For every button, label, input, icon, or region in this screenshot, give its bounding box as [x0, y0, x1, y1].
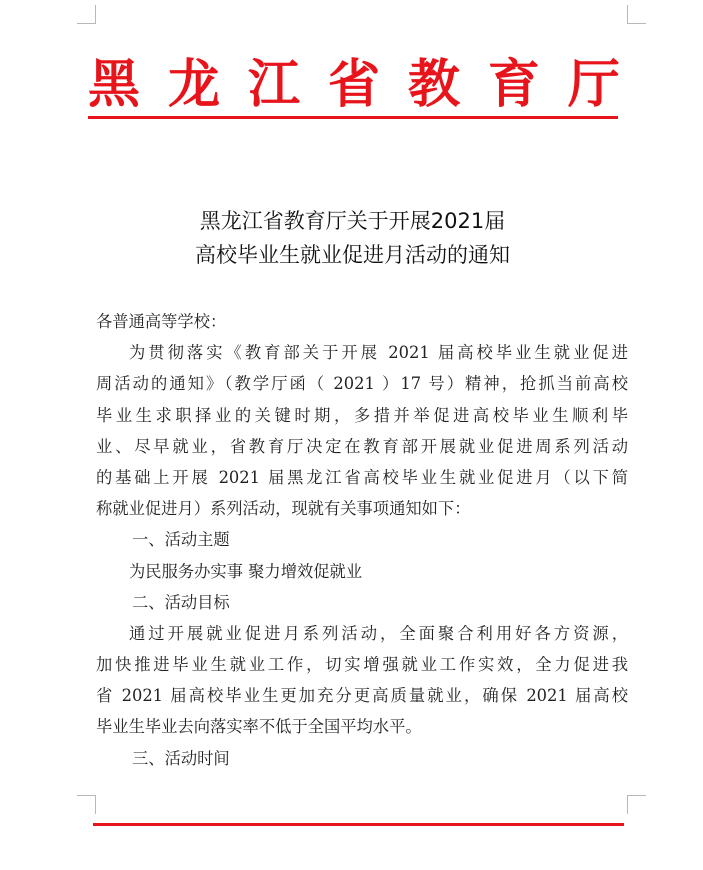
document-title-line-1: 黑龙江省教育厅关于开展2021届: [199, 209, 506, 233]
footer-red-rule: [93, 823, 624, 826]
intro-line: 为贯彻落实《教育部关于开展 2021 届高校毕业生就业促进: [129, 343, 628, 363]
section-heading-theme: 一、活动主题: [132, 530, 230, 550]
page-corner-mark-top-left: [77, 5, 96, 24]
masthead: [88, 54, 620, 116]
masthead-char: 黑: [88, 55, 141, 115]
masthead-char: 教: [407, 55, 460, 115]
masthead-char: 育: [487, 55, 540, 115]
intro-line: 称就业促进月）系列活动，现就有关事项通知如下：: [96, 499, 471, 519]
masthead-char: 江: [247, 55, 300, 115]
masthead-red-rule: [88, 116, 618, 119]
section-text-theme: 为民服务办实事 聚力增效促就业: [129, 561, 363, 581]
section-heading-time: 三、活动时间: [132, 748, 230, 768]
goal-line: 加快推进毕业生就业工作，切实增强就业工作实效，全力促进我: [96, 655, 628, 675]
goal-line: 毕业生毕业去向落实率不低于全国平均水平。: [96, 717, 422, 737]
masthead-char: 龙: [167, 55, 220, 115]
intro-line: 业、尽早就业，省教育厅决定在教育部开展就业促进周系列活动: [96, 436, 628, 456]
section-heading-goal: 二、活动目标: [132, 592, 230, 612]
intro-line: 毕业生求职择业的关键时期，多措并举促进高校毕业生顺利毕: [96, 405, 628, 425]
page-corner-mark-bottom-left: [77, 795, 96, 814]
masthead-char: 省: [327, 55, 380, 115]
document-body: [96, 306, 636, 774]
masthead-char: 厅: [567, 55, 620, 115]
page-corner-mark-top-right: [627, 5, 646, 24]
page-corner-mark-bottom-right: [627, 795, 646, 814]
goal-line: 省 2021 届高校毕业生更加充分更高质量就业，确保 2021 届高校: [96, 686, 628, 706]
goal-line: 通过开展就业促进月系列活动，全面聚合利用好各方资源，: [129, 623, 628, 643]
document-title: [90, 204, 615, 272]
document-title-line-2: 高校毕业生就业促进月活动的通知: [195, 243, 510, 267]
intro-line: 周活动的通知》（教学厅函（ 2021 ）17 号）精神，抢抓当前高校: [96, 374, 628, 394]
salutation: 各普通高等学校：: [96, 312, 227, 331]
intro-line: 的基础上开展 2021 届黑龙江省高校毕业生就业促进月（以下简: [96, 467, 628, 487]
